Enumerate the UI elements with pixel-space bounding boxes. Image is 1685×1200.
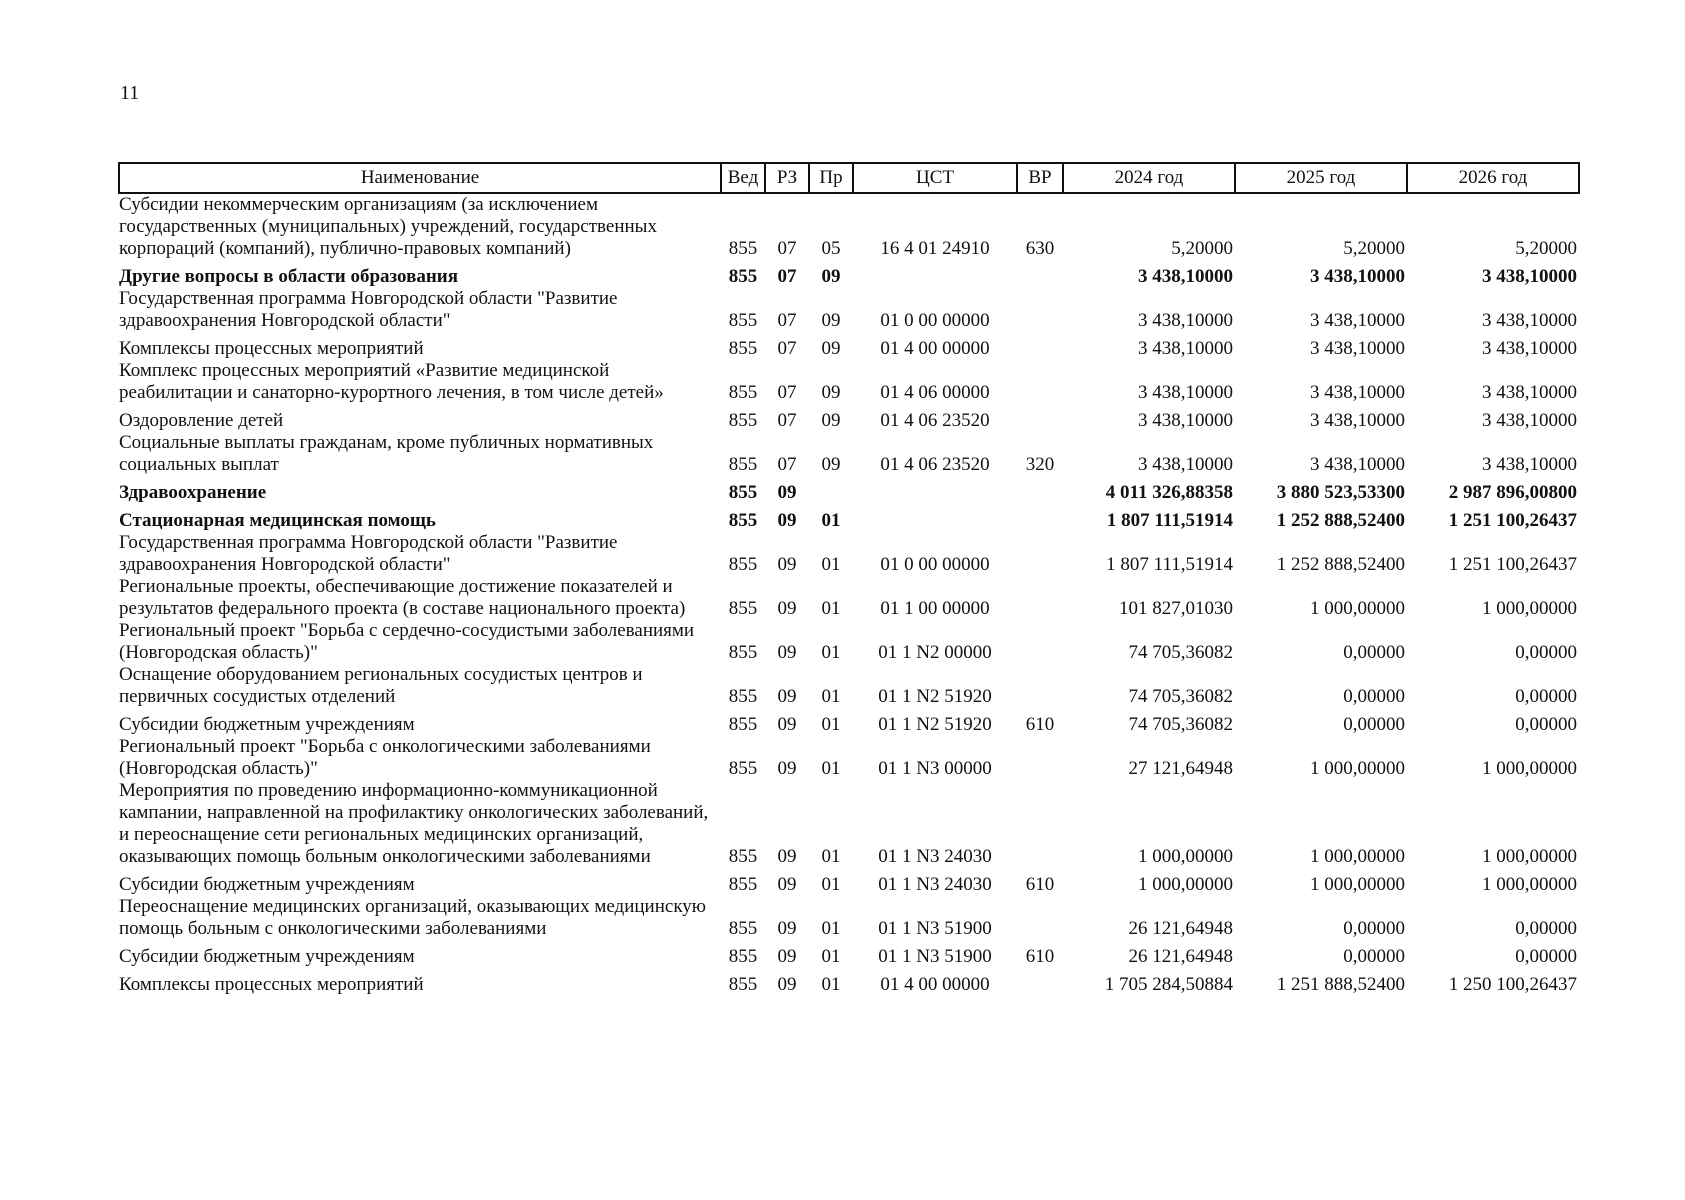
row-name-cell: Субсидии некоммерческим организациям (за исключением государственных (муниципальных) учреждений, государственных корпораций (компаний), публично-правовых компаний) <box>119 194 657 259</box>
row-rz-cell: 09 <box>777 642 797 663</box>
row-ved-cell: 855 <box>728 554 758 575</box>
table-header <box>119 163 1579 193</box>
row-2024-value: 101 827,01030 <box>1119 598 1233 619</box>
table-row <box>119 260 1579 288</box>
row-rz-cell: 09 <box>777 510 797 531</box>
row-pr-cell: 05 <box>821 238 841 259</box>
row-pr-cell: 09 <box>821 310 841 331</box>
row-2024-value: 74 705,36082 <box>1128 686 1233 707</box>
row-rz-cell: 09 <box>777 686 797 707</box>
row-2024-value: 26 121,64948 <box>1128 946 1233 967</box>
row-2026-value: 1 251 100,26437 <box>1448 510 1577 531</box>
column-header-vr: ВР <box>1017 163 1063 193</box>
row-name-cell: Комплексы процессных мероприятий <box>119 338 424 359</box>
row-vr-cell <box>1017 260 1063 288</box>
row-ved-cell: 855 <box>728 510 758 531</box>
row-pr-cell <box>809 476 853 504</box>
row-2026-value: 1 250 100,26437 <box>1448 974 1577 995</box>
row-2026-value: 3 438,10000 <box>1482 454 1577 475</box>
row-ved-cell: 855 <box>728 598 758 619</box>
row-name-cell: Государственная программа Новгородской области "Развитие здравоохранения Новгородской области" <box>119 288 618 331</box>
row-2025-value: 3 438,10000 <box>1310 266 1405 287</box>
row-2026-value: 0,00000 <box>1515 918 1577 939</box>
row-ved-cell: 855 <box>728 238 758 259</box>
row-2025-value: 3 438,10000 <box>1310 454 1405 475</box>
row-vr-cell <box>1017 896 1063 940</box>
row-ved-cell: 855 <box>728 918 758 939</box>
row-pr-cell: 01 <box>821 846 841 867</box>
row-2024-value: 3 438,10000 <box>1138 382 1233 403</box>
row-vr-cell <box>1017 476 1063 504</box>
row-rz-cell: 09 <box>777 554 797 575</box>
row-name-cell: Оздоровление детей <box>119 410 284 431</box>
row-2025-value: 0,00000 <box>1343 686 1405 707</box>
page-number: 11 <box>120 82 140 104</box>
row-2026-value: 0,00000 <box>1515 686 1577 707</box>
row-ved-cell: 855 <box>728 758 758 779</box>
row-2024-value: 5,20000 <box>1171 238 1233 259</box>
row-name-cell: Другие вопросы в области образования <box>119 266 459 287</box>
row-name-cell: Здравоохранение <box>119 482 267 503</box>
row-pr-cell: 01 <box>821 758 841 779</box>
row-rz-cell: 09 <box>777 918 797 939</box>
budget-table <box>118 162 1580 996</box>
row-2024-value: 74 705,36082 <box>1128 642 1233 663</box>
row-cst-cell: 01 4 00 00000 <box>880 974 990 995</box>
row-ved-cell: 855 <box>728 382 758 403</box>
row-ved-cell: 855 <box>728 874 758 895</box>
row-name-cell: Стационарная медицинская помощь <box>119 510 436 531</box>
table-body <box>119 193 1579 996</box>
row-ved-cell: 855 <box>728 482 758 503</box>
column-header-pr: Пр <box>809 163 853 193</box>
table-row <box>119 504 1579 532</box>
row-2025-value: 0,00000 <box>1343 642 1405 663</box>
row-2025-value: 1 000,00000 <box>1310 874 1405 895</box>
table-row <box>119 476 1579 504</box>
row-rz-cell: 07 <box>777 238 797 259</box>
header-row <box>119 163 1579 193</box>
row-2024-value: 27 121,64948 <box>1128 758 1233 779</box>
row-2026-value: 1 000,00000 <box>1482 758 1577 779</box>
table-row <box>119 193 1579 260</box>
row-cst-cell: 01 1 N3 24030 <box>878 874 992 895</box>
row-cst-cell: 01 4 06 00000 <box>880 382 990 403</box>
row-2024-value: 3 438,10000 <box>1138 454 1233 475</box>
row-2024-value: 1 000,00000 <box>1138 846 1233 867</box>
row-cst-cell <box>853 504 1017 532</box>
row-2024-value: 1 705 284,50884 <box>1104 974 1233 995</box>
row-name-cell: Субсидии бюджетным учреждениям <box>119 946 415 967</box>
row-2026-value: 0,00000 <box>1515 714 1577 735</box>
row-rz-cell: 09 <box>777 874 797 895</box>
row-2025-value: 3 438,10000 <box>1310 382 1405 403</box>
row-ved-cell: 855 <box>728 454 758 475</box>
table-row <box>119 736 1579 780</box>
row-cst-cell: 01 1 N2 00000 <box>878 642 992 663</box>
row-cst-cell: 16 4 01 24910 <box>880 238 990 259</box>
row-ved-cell: 855 <box>728 642 758 663</box>
column-header-rz: РЗ <box>765 163 809 193</box>
row-vr-cell <box>1017 576 1063 620</box>
row-2025-value: 1 000,00000 <box>1310 598 1405 619</box>
row-pr-cell: 01 <box>821 974 841 995</box>
row-name-cell: Комплексы процессных мероприятий <box>119 974 424 995</box>
row-vr-cell <box>1017 532 1063 576</box>
row-vr-cell <box>1017 288 1063 332</box>
row-2024-value: 4 011 326,88358 <box>1105 482 1233 503</box>
row-rz-cell: 09 <box>777 846 797 867</box>
row-2024-value: 26 121,64948 <box>1128 918 1233 939</box>
row-rz-cell: 07 <box>777 266 797 287</box>
table-row <box>119 968 1579 996</box>
row-cst-cell: 01 1 N2 51920 <box>878 686 992 707</box>
row-vr-cell <box>1017 620 1063 664</box>
row-pr-cell: 01 <box>821 918 841 939</box>
row-2026-value: 0,00000 <box>1515 642 1577 663</box>
row-2026-value: 1 000,00000 <box>1482 874 1577 895</box>
row-vr-cell <box>1017 332 1063 360</box>
row-rz-cell: 09 <box>777 598 797 619</box>
row-2025-value: 1 252 888,52400 <box>1276 554 1405 575</box>
row-2024-value: 1 000,00000 <box>1138 874 1233 895</box>
row-pr-cell: 01 <box>821 686 841 707</box>
row-name-cell: Социальные выплаты гражданам, кроме публичных нормативных социальных выплат <box>119 432 654 475</box>
row-pr-cell: 01 <box>821 874 841 895</box>
row-pr-cell: 09 <box>821 382 841 403</box>
row-rz-cell: 07 <box>777 338 797 359</box>
table-row <box>119 620 1579 664</box>
row-ved-cell: 855 <box>728 946 758 967</box>
row-cst-cell: 01 4 06 23520 <box>880 454 990 475</box>
table-row <box>119 664 1579 708</box>
table-row <box>119 404 1579 432</box>
row-name-cell: Государственная программа Новгородской области "Развитие здравоохранения Новгородской области" <box>119 532 618 575</box>
row-pr-cell: 01 <box>821 714 841 735</box>
table-row <box>119 332 1579 360</box>
row-rz-cell: 09 <box>777 974 797 995</box>
row-pr-cell: 09 <box>821 410 841 431</box>
row-2026-value: 3 438,10000 <box>1482 410 1577 431</box>
row-2024-value: 3 438,10000 <box>1138 410 1233 431</box>
row-ved-cell: 855 <box>728 974 758 995</box>
row-2026-value: 3 438,10000 <box>1482 310 1577 331</box>
row-vr-cell <box>1017 736 1063 780</box>
table-row <box>119 868 1579 896</box>
row-ved-cell: 855 <box>728 686 758 707</box>
column-header-cst: ЦСТ <box>853 163 1017 193</box>
column-header-2025: 2025 год <box>1235 163 1407 193</box>
row-name-cell: Субсидии бюджетным учреждениям <box>119 874 415 895</box>
row-pr-cell: 09 <box>821 454 841 475</box>
row-vr-cell <box>1017 664 1063 708</box>
table-row <box>119 896 1579 940</box>
row-cst-cell <box>853 476 1017 504</box>
row-2025-value: 3 438,10000 <box>1310 410 1405 431</box>
row-2025-value: 3 880 523,53300 <box>1276 482 1405 503</box>
row-ved-cell: 855 <box>728 714 758 735</box>
row-rz-cell: 07 <box>777 410 797 431</box>
row-2025-value: 0,00000 <box>1343 918 1405 939</box>
table-row <box>119 708 1579 736</box>
row-rz-cell: 09 <box>777 714 797 735</box>
row-vr-cell <box>1017 780 1063 868</box>
row-2026-value: 5,20000 <box>1515 238 1577 259</box>
row-name-cell: Переоснащение медицинских организаций, оказывающих медицинскую помощь больным с онкологическими заболеваниями <box>119 896 706 939</box>
row-vr-cell: 610 <box>1025 714 1055 735</box>
table-row <box>119 576 1579 620</box>
row-name-cell: Региональный проект "Борьба с сердечно-сосудистыми заболеваниями (Новгородская область)" <box>119 620 695 663</box>
row-2026-value: 3 438,10000 <box>1482 266 1577 287</box>
row-2025-value: 1 251 888,52400 <box>1276 974 1405 995</box>
row-cst-cell: 01 1 N3 51900 <box>878 946 992 967</box>
row-2026-value: 3 438,10000 <box>1482 338 1577 359</box>
row-2024-value: 74 705,36082 <box>1128 714 1233 735</box>
row-rz-cell: 07 <box>777 310 797 331</box>
table-row <box>119 432 1579 476</box>
row-rz-cell: 07 <box>777 382 797 403</box>
row-vr-cell: 320 <box>1025 454 1055 475</box>
row-2025-value: 0,00000 <box>1343 714 1405 735</box>
row-2024-value: 3 438,10000 <box>1138 338 1233 359</box>
table-row <box>119 288 1579 332</box>
row-ved-cell: 855 <box>728 846 758 867</box>
row-2025-value: 3 438,10000 <box>1310 310 1405 331</box>
row-vr-cell <box>1017 360 1063 404</box>
row-pr-cell: 09 <box>821 266 841 287</box>
row-pr-cell: 09 <box>821 338 841 359</box>
column-header-ved: Вед <box>721 163 765 193</box>
row-cst-cell: 01 4 00 00000 <box>880 338 990 359</box>
row-2024-value: 1 807 111,51914 <box>1106 510 1233 531</box>
row-2025-value: 5,20000 <box>1343 238 1405 259</box>
column-header-2024: 2024 год <box>1063 163 1235 193</box>
row-cst-cell: 01 1 N3 24030 <box>878 846 992 867</box>
row-rz-cell: 09 <box>777 482 797 503</box>
row-ved-cell: 855 <box>728 410 758 431</box>
row-pr-cell: 01 <box>821 510 841 531</box>
row-vr-cell: 630 <box>1025 238 1055 259</box>
row-vr-cell: 610 <box>1025 874 1055 895</box>
row-name-cell: Субсидии бюджетным учреждениям <box>119 714 415 735</box>
row-2024-value: 3 438,10000 <box>1138 310 1233 331</box>
row-cst-cell: 01 4 06 23520 <box>880 410 990 431</box>
row-2025-value: 1 000,00000 <box>1310 758 1405 779</box>
row-cst-cell: 01 0 00 00000 <box>880 310 990 331</box>
table-row <box>119 780 1579 868</box>
row-rz-cell: 09 <box>777 946 797 967</box>
row-cst-cell: 01 1 N3 00000 <box>878 758 992 779</box>
row-2026-value: 0,00000 <box>1515 946 1577 967</box>
row-2025-value: 1 000,00000 <box>1310 846 1405 867</box>
row-rz-cell: 09 <box>777 758 797 779</box>
row-2026-value: 1 251 100,26437 <box>1448 554 1577 575</box>
row-ved-cell: 855 <box>728 266 758 287</box>
row-vr-cell: 610 <box>1025 946 1055 967</box>
row-cst-cell: 01 1 00 00000 <box>880 598 990 619</box>
table-row <box>119 360 1579 404</box>
column-header-name: Наименование <box>119 163 721 193</box>
row-name-cell: Мероприятия по проведению информационно-коммуникационной кампании, направленной на профилактику онкологических заболеваний, и переоснащение сети региональных медицинских организаций, оказывающих помощь больным онкологическими заболеваниями <box>119 780 709 867</box>
column-header-2026: 2026 год <box>1407 163 1579 193</box>
row-vr-cell <box>1017 404 1063 432</box>
row-vr-cell <box>1017 504 1063 532</box>
table-row <box>119 940 1579 968</box>
row-2025-value: 0,00000 <box>1343 946 1405 967</box>
row-2026-value: 1 000,00000 <box>1482 846 1577 867</box>
row-pr-cell: 01 <box>821 946 841 967</box>
row-rz-cell: 07 <box>777 454 797 475</box>
table-row <box>119 532 1579 576</box>
row-name-cell: Комплекс процессных мероприятий «Развитие медицинской реабилитации и санаторно-курортного лечения, в том числе детей» <box>119 360 664 403</box>
row-2026-value: 3 438,10000 <box>1482 382 1577 403</box>
row-cst-cell <box>853 260 1017 288</box>
row-name-cell: Оснащение оборудованием региональных сосудистых центров и первичных сосудистых отделений <box>119 664 643 707</box>
row-pr-cell: 01 <box>821 554 841 575</box>
row-ved-cell: 855 <box>728 310 758 331</box>
row-vr-cell <box>1017 968 1063 996</box>
row-name-cell: Региональный проект "Борьба с онкологическими заболеваниями (Новгородская область)" <box>119 736 651 779</box>
row-cst-cell: 01 1 N2 51920 <box>878 714 992 735</box>
row-2026-value: 1 000,00000 <box>1482 598 1577 619</box>
row-2025-value: 1 252 888,52400 <box>1276 510 1405 531</box>
row-2025-value: 3 438,10000 <box>1310 338 1405 359</box>
row-name-cell: Региональные проекты, обеспечивающие достижение показателей и результатов федерального проекта (в составе национального проекта) <box>119 576 686 619</box>
row-cst-cell: 01 1 N3 51900 <box>878 918 992 939</box>
row-pr-cell: 01 <box>821 598 841 619</box>
row-cst-cell: 01 0 00 00000 <box>880 554 990 575</box>
row-2026-value: 2 987 896,00800 <box>1448 482 1577 503</box>
row-2024-value: 1 807 111,51914 <box>1106 554 1233 575</box>
row-ved-cell: 855 <box>728 338 758 359</box>
row-pr-cell: 01 <box>821 642 841 663</box>
row-2024-value: 3 438,10000 <box>1138 266 1233 287</box>
